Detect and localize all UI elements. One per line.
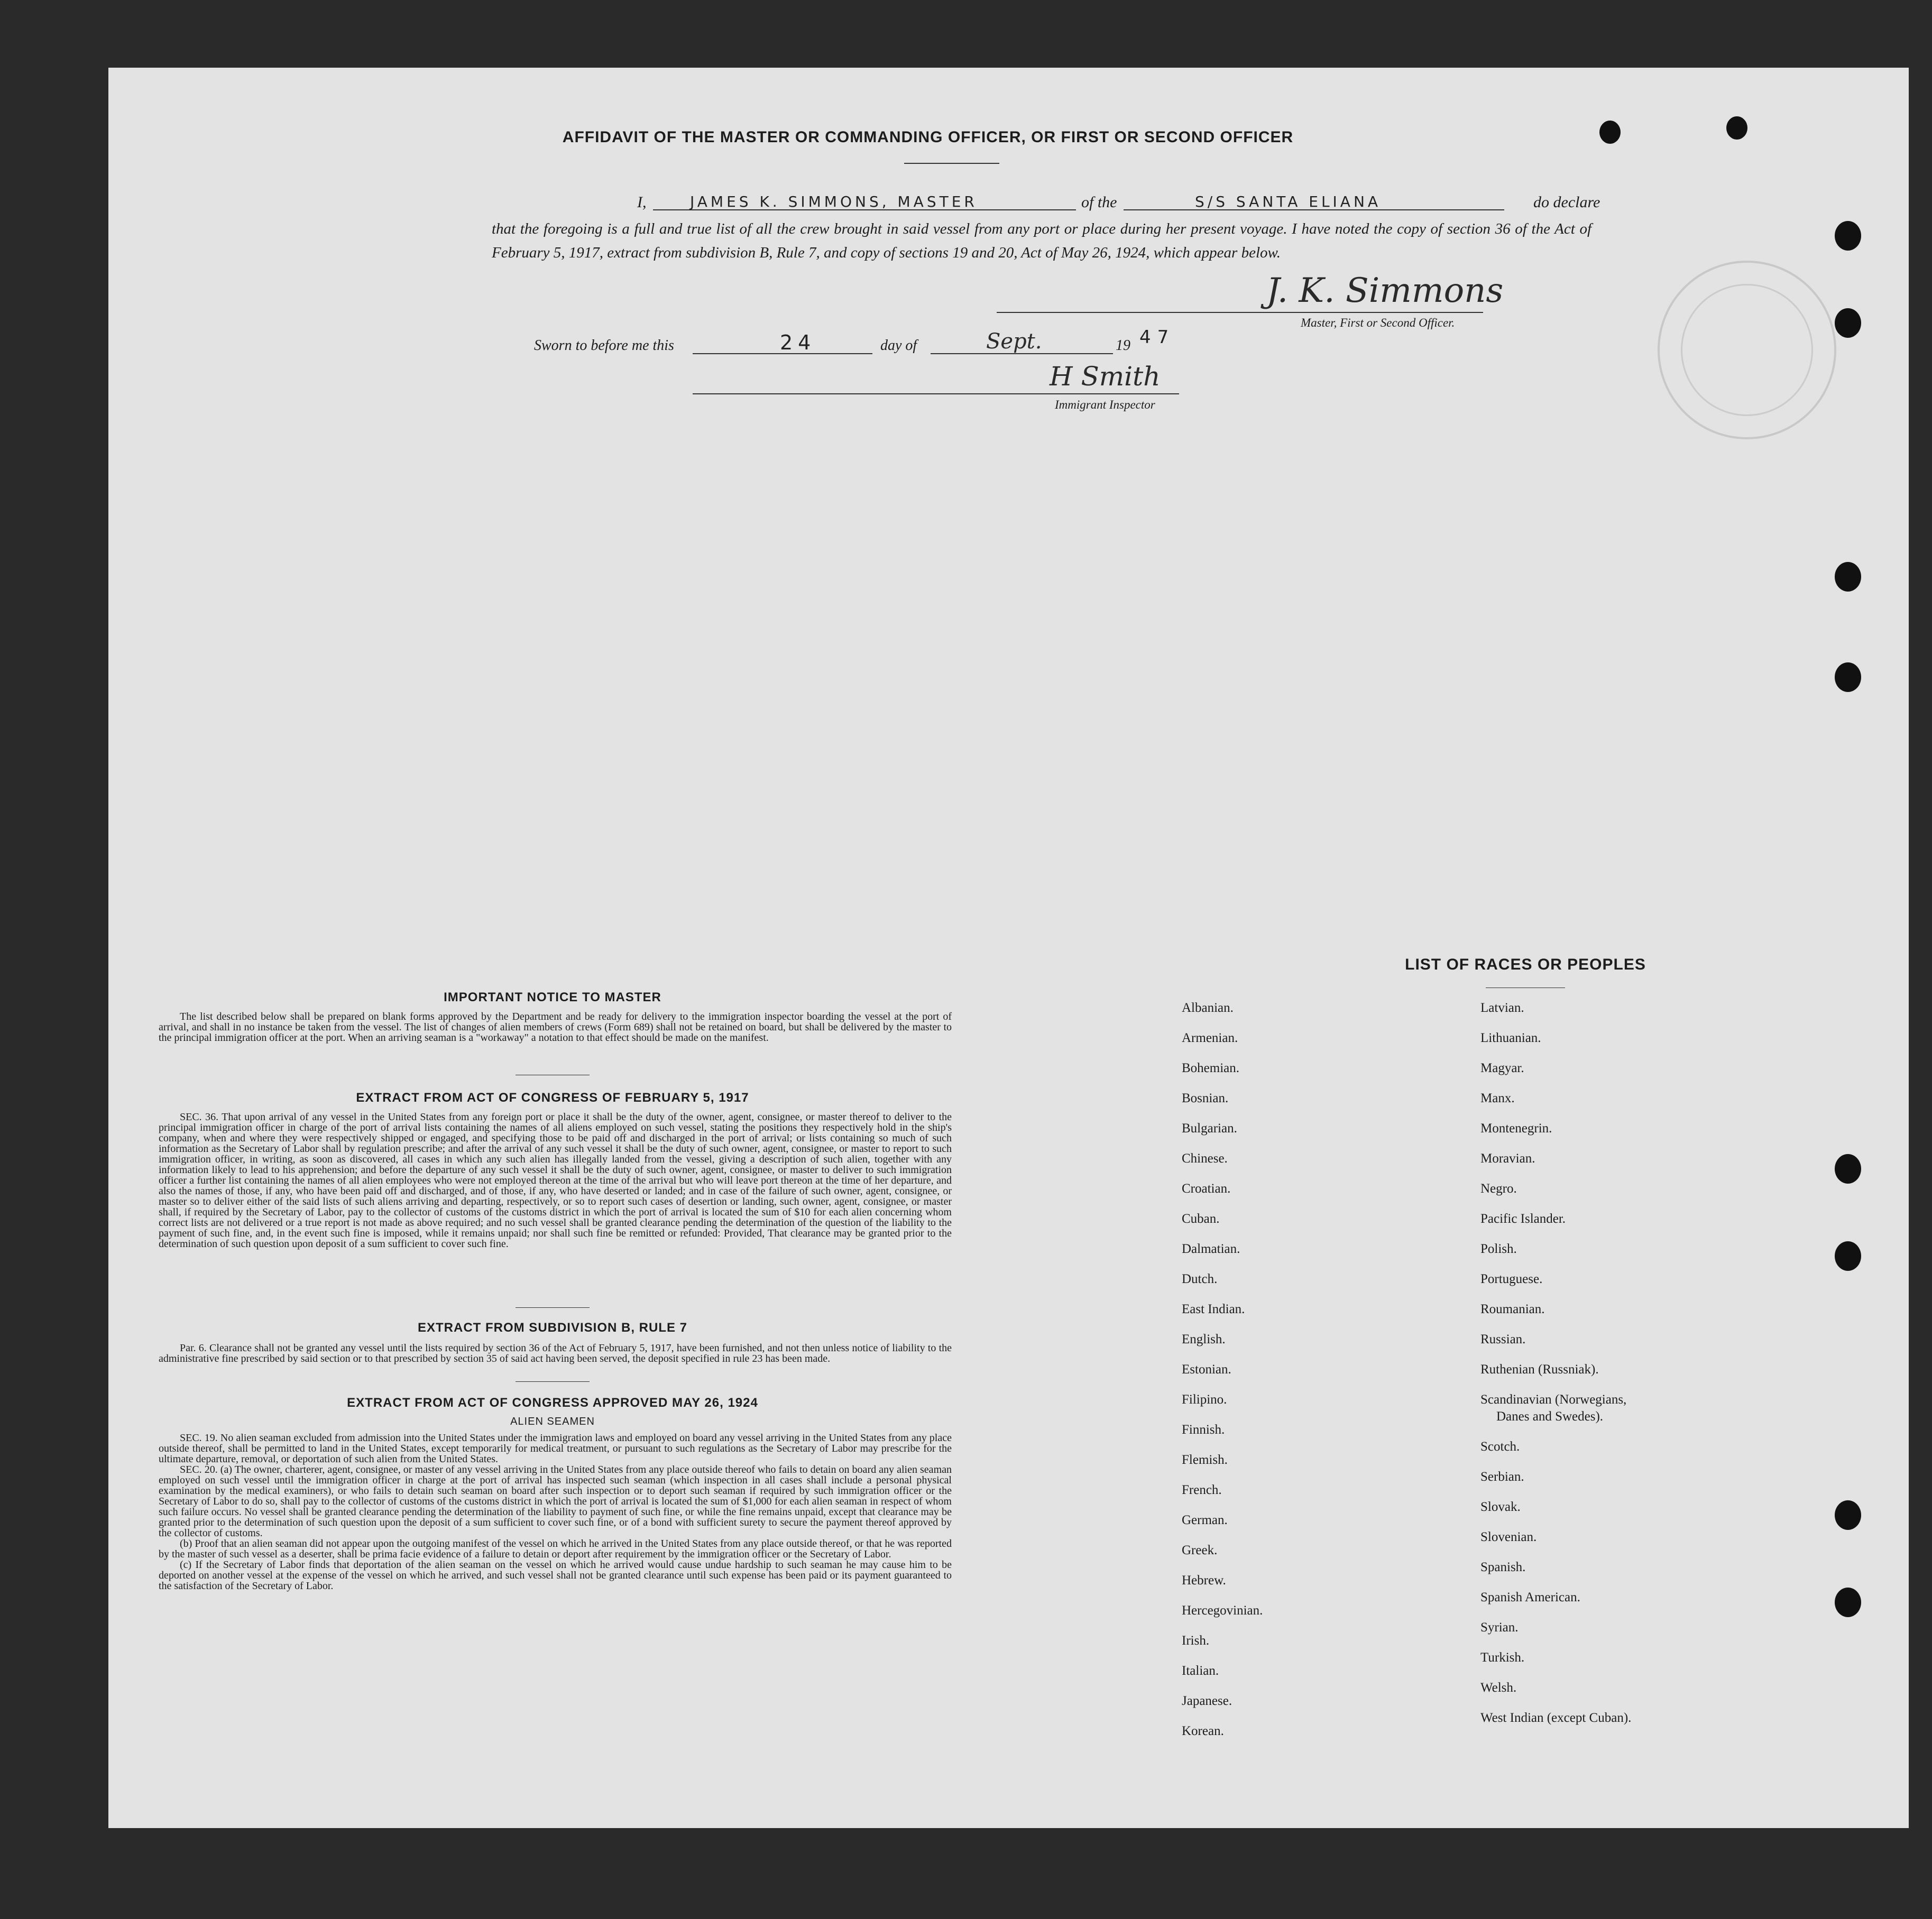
race-item: Turkish. bbox=[1480, 1650, 1525, 1665]
extract-rule7-rule bbox=[516, 1381, 590, 1382]
master-name: JAMES K. SIMMONS, MASTER bbox=[690, 193, 978, 210]
race-item: Japanese. bbox=[1182, 1694, 1232, 1708]
master-signature-line bbox=[997, 312, 1483, 313]
extract-1924-title: EXTRACT FROM ACT OF CONGRESS APPROVED MAY 26, 1924 bbox=[347, 1396, 758, 1410]
official-seal bbox=[1658, 261, 1836, 439]
punch-hole bbox=[1835, 221, 1861, 251]
race-item: Slovak. bbox=[1480, 1500, 1521, 1514]
race-item: Hercegovinian. bbox=[1182, 1603, 1263, 1618]
sworn-month: Sept. bbox=[986, 329, 1042, 354]
race-item: Cuban. bbox=[1182, 1212, 1220, 1226]
extract-rule7-text: Par. 6. Clearance shall not be granted any vessel until the lists required by section 36 of the Act of February 5, 1917, have been furnished, and not then unless notice of liability to the administrative fine prescribed by said section or to that prescribed by section 35 of said act having been served, the deposit specified in rule 23 has been made. bbox=[159, 1342, 952, 1364]
race-item: Hebrew. bbox=[1182, 1573, 1226, 1588]
punch-hole bbox=[1835, 1588, 1861, 1617]
race-item: Bulgarian. bbox=[1182, 1121, 1237, 1136]
race-item: Estonian. bbox=[1182, 1362, 1231, 1377]
race-item: Polish. bbox=[1480, 1242, 1517, 1256]
extract-rule7-title: EXTRACT FROM SUBDIVISION B, RULE 7 bbox=[417, 1321, 688, 1335]
race-item: Manx. bbox=[1480, 1091, 1515, 1105]
punch-hole bbox=[1726, 116, 1747, 140]
race-item: Finnish. bbox=[1182, 1423, 1225, 1437]
race-item: Scotch. bbox=[1480, 1440, 1520, 1454]
extract-1924-subtitle: ALIEN SEAMEN bbox=[510, 1416, 595, 1427]
race-item: East Indian. bbox=[1182, 1302, 1245, 1316]
sec-19-text: SEC. 19. No alien seaman excluded from admission into the United States under the immigration laws and employed on board any vessel arriving in the United States from any place outside thereof, shall be permitted to land in the United States, except temporarily for medical treatment, or pursuant to such regulations as the Secretary of Labor may prescribe for the ultimate departure, removal, or deportation of such alien from the United States. bbox=[159, 1432, 952, 1465]
race-item: Syrian. bbox=[1480, 1620, 1519, 1635]
title-rule bbox=[904, 163, 999, 164]
sec-20b-text: (b) Proof that an alien seaman did not appear upon the outgoing manifest of the vessel on which he arrived in the United States from any place outside thereof, or that he was reported by the master of such vessel as a deserter, shall be prima facie evidence of a failure to detain or deport after requirement by the immigration officer or the Secretary of Labor. bbox=[159, 1538, 952, 1560]
race-item: Irish. bbox=[1182, 1634, 1210, 1648]
race-item: Portuguese. bbox=[1480, 1272, 1543, 1286]
race-item: Spanish. bbox=[1480, 1560, 1526, 1574]
race-item: Negro. bbox=[1480, 1182, 1517, 1196]
race-item: English. bbox=[1182, 1332, 1226, 1346]
do-declare-label: do declare bbox=[1533, 193, 1600, 211]
race-item: Lithuanian. bbox=[1480, 1031, 1541, 1045]
race-item: Russian. bbox=[1480, 1332, 1526, 1346]
inspector-caption: Immigrant Inspector bbox=[1055, 398, 1155, 411]
punch-hole bbox=[1835, 1241, 1861, 1271]
race-item: Korean. bbox=[1182, 1724, 1224, 1738]
race-item: Slovenian. bbox=[1480, 1530, 1537, 1544]
punch-hole bbox=[1835, 662, 1861, 692]
extract-1924-body bbox=[159, 1433, 952, 1591]
master-signature: J. K. Simmons bbox=[1266, 271, 1504, 310]
year-suffix: 47 bbox=[1139, 327, 1175, 348]
race-item: Latvian. bbox=[1480, 1001, 1524, 1015]
race-item: Albanian. bbox=[1182, 1001, 1234, 1015]
document-page bbox=[108, 68, 1909, 1828]
notice-text: The list described below shall be prepared on blank forms approved by the Department and be ready for delivery to the immigration inspector boarding the vessel at the port of arrival, and shall in no instance be taken from the vessel. The list of changes of alien members of crews (Form 689) shall not be retained on board, but shall be delivered by the master to the principal immigration officer at the port. When an arriving seaman is a "workaway" a notation to that effect should be made on the manifest. bbox=[159, 1011, 952, 1044]
race-item: Italian. bbox=[1182, 1664, 1219, 1678]
inspector-signature: H Smith bbox=[1050, 361, 1161, 392]
declaration-text: that the foregoing is a full and true list of all the crew brought in said vessel from any port or place during her present voyage. I have noted the copy of section 36 of the Act of February 5, 1917, extract from subdivision B, Rule 7, and copy of sections 19 and 20, Act of May 26, 1924, which appear below. bbox=[492, 220, 1591, 261]
race-item: Bosnian. bbox=[1182, 1091, 1229, 1105]
race-item: Flemish. bbox=[1182, 1453, 1228, 1467]
race-item: Dutch. bbox=[1182, 1272, 1218, 1286]
day-of-label: day of bbox=[880, 337, 917, 354]
race-item: Greek. bbox=[1182, 1543, 1218, 1557]
punch-hole bbox=[1835, 1154, 1861, 1184]
race-item: French. bbox=[1182, 1483, 1222, 1497]
races-title: LIST OF RACES OR PEOPLES bbox=[1405, 956, 1646, 973]
race-item: Filipino. bbox=[1182, 1392, 1227, 1407]
race-item: Danes and Swedes). bbox=[1496, 1409, 1604, 1424]
extract-1917-text: SEC. 36. That upon arrival of any vessel in the United States from any foreign port or place it shall be the duty of the owner, agent, consignee, or master thereof to deliver to the principal immigration officer in charge of the port of arrival lists containing the names of all aliens employed on such vessel, stating the positions they respectively hold in the ship's company, when and where they were respectively shipped or engaged, and specifying those to be paid off and discharged in the port of arrival; or lists containing so much of such information as the Secretary of Labor shall by regulation prescribe; and after the arrival of any such vessel it shall be the duty of such owner, agent, consignee, or master to report to such immigration officer, in writing, as soon as discovered, all cases in which any such alien has illegally landed from the vessel, giving a description of such alien, together with any information likely to lead to his apprehension; and before the departure of any such vessel it shall be the duty of such owner, agent, consignee, or master to deliver to such immigration officer a further list containing the names of all alien employees who were not employed thereon at the time of the arrival but who will leave port thereon at the time of her departure, and also the names of those, if any, who have been paid off and discharged, and of those, if any, who have deserted or landed; and in case of the failure of such owner, agent, consignee, or master so to deliver either of the said lists of such aliens arriving and departing, respectively, or so to report such cases of desertion or landing, such owner, agent, consignee, or master shall, if required by the Secretary of Labor, pay to the collector of customs of the customs district in which the port of arrival is located the sum of $10 for each alien concerning whom correct lists are not delivered or a true report is not made as above required; and no such vessel shall be granted clearance pending the determination of the question of the liability to the payment of such fine, and, in the event such fine is imposed, while it remains unpaid; nor shall such fine be remitted or refunded: Provided, That clearance may be granted prior to the determination of such question upon deposit of a sum sufficient to cover such fine. bbox=[159, 1111, 952, 1250]
race-item: West Indian (except Cuban). bbox=[1480, 1711, 1632, 1725]
race-item: Spanish American. bbox=[1480, 1590, 1580, 1604]
race-item: Bohemian. bbox=[1182, 1061, 1240, 1075]
race-item: Chinese. bbox=[1182, 1151, 1228, 1166]
master-caption: Master, First or Second Officer. bbox=[1301, 316, 1455, 329]
extract-1917-title: EXTRACT FROM ACT OF CONGRESS OF FEBRUARY 5, 1917 bbox=[356, 1091, 749, 1105]
sworn-day: 24 bbox=[780, 331, 816, 354]
race-item: Pacific Islander. bbox=[1480, 1212, 1566, 1226]
race-item: Armenian. bbox=[1182, 1031, 1238, 1045]
race-item: Roumanian. bbox=[1480, 1302, 1545, 1316]
inspector-signature-line bbox=[693, 393, 1179, 394]
of-the-label: of the bbox=[1081, 193, 1117, 211]
notice-title: IMPORTANT NOTICE TO MASTER bbox=[444, 990, 661, 1004]
extract-1917-rule bbox=[516, 1307, 590, 1308]
race-item: Magyar. bbox=[1480, 1061, 1524, 1075]
race-item: Serbian. bbox=[1480, 1470, 1524, 1484]
race-item: Ruthenian (Russniak). bbox=[1480, 1362, 1599, 1377]
race-item: German. bbox=[1182, 1513, 1228, 1527]
punch-hole bbox=[1835, 1500, 1861, 1530]
pre-name-label: I, bbox=[637, 193, 647, 211]
punch-hole bbox=[1599, 121, 1621, 144]
sec-20a-text: SEC. 20. (a) The owner, charterer, agent, consignee, or master of any vessel arriving in the United States from any place outside thereof who fails to detain on board any alien seaman employed on such vessel until the immigration officer in charge at the port of arrival has inspected such seaman (which inspection in all cases shall include a personal physical examination by the medical examiners), or who fails to detain such seaman on board after such inspection or to deport such seaman if required by such immigration officer or the Secretary of Labor to do so, shall pay to the collector of customs of the customs district in which the port of arrival is located the sum of $1,000 for each alien seaman in respect of whom such failure occurs. No vessel shall be granted clearance pending the determination of the liability to payment of such fine, or while the fine remains unpaid, except that clearance may be granted prior to the determination of such question upon the deposit of a sum sufficient to cover such fine, or of a bond with sufficient surety to secure the payment thereof approved by the collector of customs. bbox=[159, 1464, 952, 1539]
race-item: Montenegrin. bbox=[1480, 1121, 1552, 1136]
race-item: Dalmatian. bbox=[1182, 1242, 1240, 1256]
race-item: Croatian. bbox=[1182, 1182, 1231, 1196]
race-item: Welsh. bbox=[1480, 1681, 1517, 1695]
sec-20c-text: (c) If the Secretary of Labor finds that deportation of the alien seaman on the vessel on which he arrived would cause undue hardship to such seaman he may cause him to be deported on another vessel at the expense of the vessel on which he arrived, and such vessel shall not be granted clearance until such expense has been paid or its payment guaranteed to the satisfaction of the Secretary of Labor. bbox=[159, 1559, 952, 1592]
punch-hole bbox=[1835, 562, 1861, 592]
year-prefix: 19 bbox=[1116, 337, 1130, 354]
race-item: Moravian. bbox=[1480, 1151, 1535, 1166]
punch-hole bbox=[1835, 308, 1861, 338]
vessel-name: S/S SANTA ELIANA bbox=[1195, 193, 1382, 210]
sworn-label: Sworn to before me this bbox=[534, 337, 674, 354]
race-item: Scandinavian (Norwegians, bbox=[1480, 1392, 1627, 1407]
affidavit-title: AFFIDAVIT OF THE MASTER OR COMMANDING OFFICER, OR FIRST OR SECOND OFFICER bbox=[562, 128, 1294, 146]
